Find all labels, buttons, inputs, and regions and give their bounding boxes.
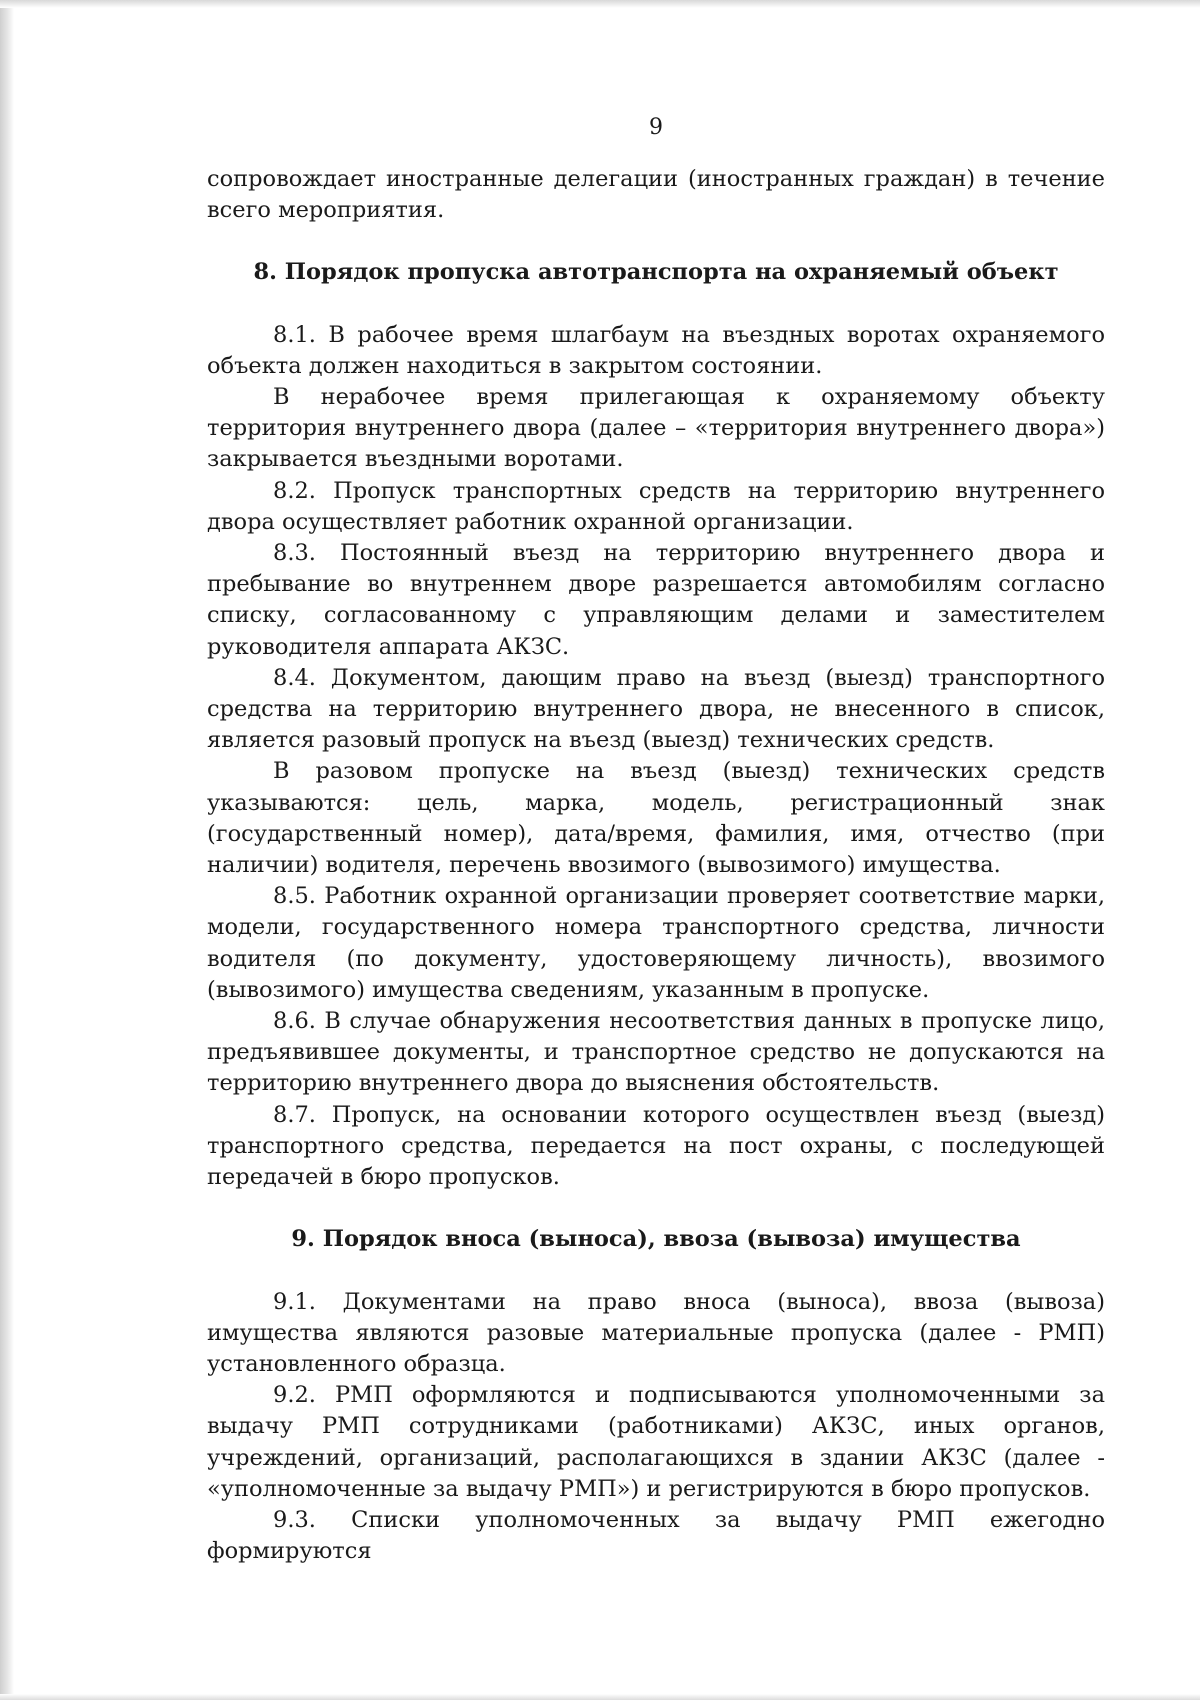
paragraph-8-2: 8.2. Пропуск транспортных средств на территорию внутреннего двора осуществляет работник охранной организации. — [207, 477, 1105, 535]
paragraph-8-3: 8.3. Постоянный въезд на территорию внутреннего двора и пребывание во внутреннем дворе разрешается автомобилям согласно списку, согласованному с управляющим делами и заместителем руководителя аппарата АКЗС. — [207, 540, 1105, 660]
paragraph-8-7: 8.7. Пропуск, на основании которого осуществлен въезд (выезд) транспортного средства, передается на пост охраны, с последующей передачей в бюро пропусков. — [207, 1101, 1105, 1191]
paragraph-intro-continuation: сопровождает иностранные делегации (иностранных граждан) в течение всего мероприятия. — [207, 166, 1105, 224]
paragraph-8-5: 8.5. Работник охранной организации проверяет соответствие марки, модели, государственного номера транспортного средства, личности водителя (по документу, удостоверяющему личность), ввозимого (вывозимого) имущества сведениям, указанным в пропуске. — [207, 883, 1105, 1003]
paragraph-8-1: 8.1. В рабочее время шлагбаум на въездных воротах охраняемого объекта должен находиться в закрытом состоянии. — [207, 321, 1105, 379]
document-page — [207, 112, 1105, 1567]
section-heading-9: 9. Порядок вноса (выноса), ввоза (вывоза) имущества — [291, 1226, 1021, 1253]
scan-edge-left — [0, 0, 14, 1700]
paragraph-9-3: 9.3. Списки уполномоченных за выдачу РМП ежегодно формируются — [207, 1506, 1105, 1565]
paragraph-9-1: 9.1. Документами на право вноса (выноса), ввоза (вывоза) имущества являются разовые материальные пропуска (далее - РМП) установленного образца. — [207, 1288, 1105, 1377]
section-heading-8: 8. Порядок пропуска автотранспорта на охраняемый объект — [253, 259, 1059, 286]
paragraph-8-6: 8.6. В случае обнаружения несоответствия данных в пропуске лицо, предъявившее документы, и транспортное средство не допускаются на территорию внутреннего двора до выяснения обстоятельств. — [207, 1008, 1105, 1097]
paragraph-8-1-b: В нерабочее время прилегающая к охраняемому объекту территория внутреннего двора (далее – «территория внутреннего двора») закрывается въездными воротами. — [207, 384, 1105, 473]
scan-edge-top — [0, 0, 1200, 8]
paragraph-9-2: 9.2. РМП оформляются и подписываются уполномоченными за выдачу РМП сотрудниками (работниками) АКЗС, иных органов, учреждений, организаций, располагающихся в здании АКЗС (далее - «уполномоченные за выдачу РМП») и регистрируются в бюро пропусков. — [207, 1382, 1105, 1502]
scan-edge-bottom — [0, 1694, 1200, 1700]
paragraph-8-4-b: В разовом пропуске на въезд (выезд) технических средств указываются: цель, марка, модель, регистрационный знак (государственный номер), дата/время, фамилия, имя, отчество (при наличии) водителя, перечень ввозимого (вывозимого) имущества. — [207, 758, 1105, 879]
page-number: 9 — [649, 115, 663, 140]
paragraph-8-4: 8.4. Документом, дающим право на въезд (выезд) транспортного средства на территорию внутреннего двора, не внесенного в список, является разовый пропуск на въезд (выезд) технических средств. — [207, 664, 1105, 754]
